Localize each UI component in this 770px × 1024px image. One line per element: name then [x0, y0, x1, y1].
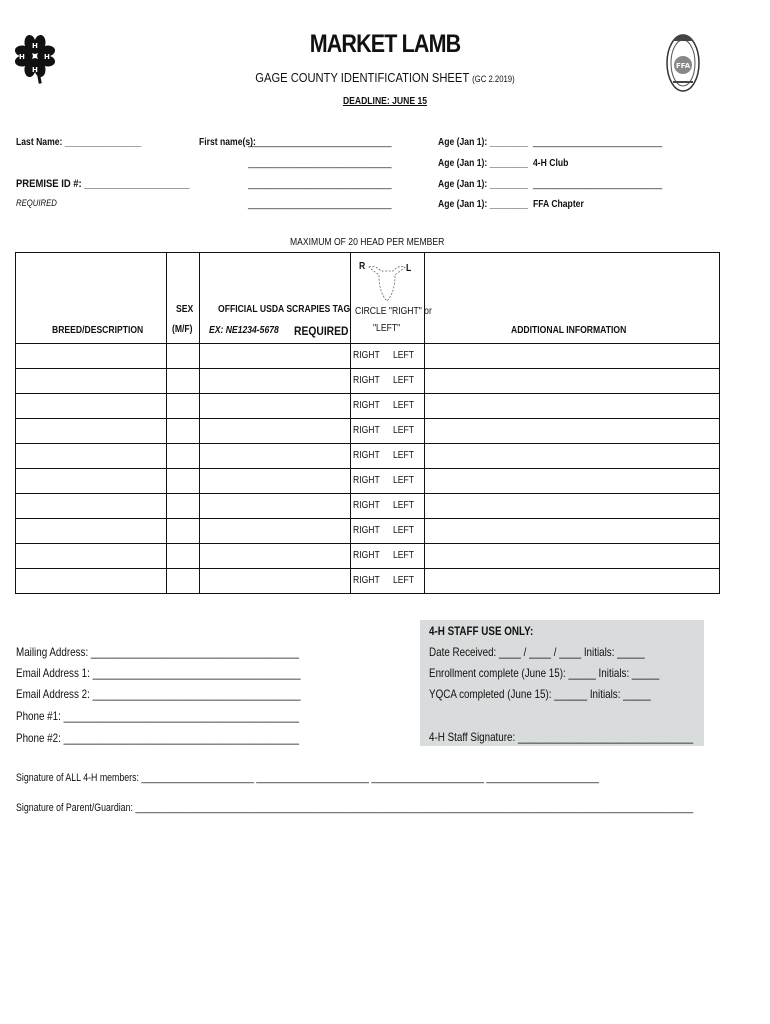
- age-field-4[interactable]: Age (Jan 1): ________: [438, 199, 528, 210]
- header-tag-required: REQUIRED: [294, 324, 349, 338]
- table-row: [16, 544, 720, 569]
- right-option[interactable]: RIGHT: [353, 375, 380, 386]
- right-option[interactable]: RIGHT: [353, 525, 380, 536]
- header-sex-text-1: SEX: [176, 304, 194, 315]
- sex-cell[interactable]: [167, 344, 200, 369]
- table-row: [16, 519, 720, 544]
- info-cell[interactable]: [425, 444, 720, 469]
- left-option[interactable]: LEFT: [393, 550, 415, 561]
- tag-cell[interactable]: [200, 419, 351, 444]
- header-tag: [200, 253, 351, 344]
- left-option[interactable]: LEFT: [393, 475, 415, 486]
- tag-cell[interactable]: [200, 494, 351, 519]
- tag-cell[interactable]: [200, 569, 351, 594]
- breed-cell[interactable]: [16, 444, 167, 469]
- header-sex: [167, 253, 200, 344]
- info-cell[interactable]: [425, 344, 720, 369]
- ear-cell[interactable]: [351, 344, 425, 369]
- sex-cell[interactable]: [167, 494, 200, 519]
- info-cell[interactable]: [425, 369, 720, 394]
- info-cell[interactable]: [425, 569, 720, 594]
- premise-id-field[interactable]: PREMISE ID #: ____________________: [16, 178, 190, 190]
- header-tag-text: OFFICIAL USDA SCRAPIES TAG: [218, 304, 351, 315]
- table-row: [16, 419, 720, 444]
- sheep-head-icon: [367, 261, 407, 306]
- info-cell[interactable]: [425, 394, 720, 419]
- breed-cell[interactable]: [16, 494, 167, 519]
- sex-cell[interactable]: [167, 469, 200, 494]
- ear-cell[interactable]: [351, 369, 425, 394]
- ffa-chapter-line[interactable]: ___________________________: [533, 179, 663, 190]
- table-row: [16, 394, 720, 419]
- phone-2-field[interactable]: Phone #2: ___________________________________________: [16, 731, 299, 745]
- staff-heading: 4-H STAFF USE ONLY:: [429, 624, 534, 638]
- subtitle-text: GAGE COUNTY IDENTIFICATION SHEET: [255, 70, 469, 85]
- last-name-field[interactable]: Last Name: ________________: [16, 137, 142, 148]
- table-row: [16, 344, 720, 369]
- breed-cell[interactable]: [16, 394, 167, 419]
- table-row: [16, 469, 720, 494]
- info-cell[interactable]: [425, 544, 720, 569]
- first-name-line-4[interactable]: ______________________________: [248, 199, 392, 210]
- svg-text:H: H: [19, 53, 25, 61]
- tag-cell[interactable]: [200, 544, 351, 569]
- right-option[interactable]: RIGHT: [353, 575, 380, 586]
- tag-cell[interactable]: [200, 344, 351, 369]
- table-row: [16, 569, 720, 594]
- left-option[interactable]: LEFT: [393, 425, 415, 436]
- right-option[interactable]: RIGHT: [353, 350, 380, 361]
- header-ear-r: R: [359, 261, 366, 272]
- right-option[interactable]: RIGHT: [353, 450, 380, 461]
- ear-cell[interactable]: [351, 494, 425, 519]
- club-label: 4-H Club: [533, 158, 569, 169]
- right-option[interactable]: RIGHT: [353, 425, 380, 436]
- ear-cell[interactable]: [351, 394, 425, 419]
- email-address-2-field[interactable]: Email Address 2: ______________________________________: [16, 687, 301, 701]
- breed-cell[interactable]: [16, 369, 167, 394]
- table-row: [16, 444, 720, 469]
- left-option[interactable]: LEFT: [393, 450, 415, 461]
- animal-table: [15, 252, 720, 594]
- info-cell[interactable]: [425, 469, 720, 494]
- staff-enrollment[interactable]: Enrollment complete (June 15): _____ Initials: _____: [429, 666, 660, 680]
- staff-signature[interactable]: 4-H Staff Signature: ________________________________: [429, 730, 694, 744]
- left-option[interactable]: LEFT: [393, 375, 415, 386]
- sex-cell[interactable]: [167, 569, 200, 594]
- first-names-label: First name(s):: [199, 137, 256, 148]
- right-option[interactable]: RIGHT: [353, 475, 380, 486]
- mailing-address-field[interactable]: Mailing Address: ______________________________________: [16, 645, 299, 659]
- left-option[interactable]: LEFT: [393, 525, 415, 536]
- staff-date-received[interactable]: Date Received: ____ / ____ / ____ Initials: _____: [429, 645, 645, 659]
- breed-cell[interactable]: [16, 469, 167, 494]
- email-address-1-field[interactable]: Email Address 1: ______________________________________: [16, 666, 301, 680]
- first-name-line-2[interactable]: ______________________________: [248, 158, 392, 169]
- svg-text:H: H: [44, 53, 50, 61]
- first-name-line-1[interactable]: ______________________________: [248, 137, 392, 148]
- left-option[interactable]: LEFT: [393, 500, 415, 511]
- staff-yqca[interactable]: YQCA completed (June 15): ______ Initials: _____: [429, 687, 651, 701]
- header-breed-text: BREED/DESCRIPTION: [52, 325, 144, 336]
- info-cell[interactable]: [425, 494, 720, 519]
- sex-cell[interactable]: [167, 544, 200, 569]
- sex-cell[interactable]: [167, 444, 200, 469]
- sex-cell[interactable]: [167, 394, 200, 419]
- tag-cell[interactable]: [200, 369, 351, 394]
- club-line-top[interactable]: ___________________________: [533, 137, 663, 148]
- header-info: [425, 253, 720, 344]
- sex-cell[interactable]: [167, 519, 200, 544]
- form-title: MARKET LAMB: [309, 30, 461, 58]
- tag-cell[interactable]: [200, 469, 351, 494]
- tag-cell[interactable]: [200, 394, 351, 419]
- 4h-clover-logo: [14, 28, 56, 84]
- table-row: [16, 369, 720, 394]
- breed-cell[interactable]: [16, 519, 167, 544]
- header-circle-text-1: CIRCLE "RIGHT" or: [355, 306, 432, 317]
- header-sex-text-2: (M/F): [172, 324, 193, 335]
- header-ear: [351, 253, 432, 344]
- parent-signature-field[interactable]: Signature of Parent/Guardian: __________________________________________________________________________________________________________________: [16, 802, 694, 814]
- table-header-row: [16, 253, 720, 344]
- header-breed: [16, 253, 167, 344]
- ear-cell[interactable]: [351, 444, 425, 469]
- sex-cell[interactable]: [167, 419, 200, 444]
- subtitle-code: (GC 2.2019): [472, 74, 515, 84]
- right-option[interactable]: RIGHT: [353, 400, 380, 411]
- right-option[interactable]: RIGHT: [353, 500, 380, 511]
- header-tag-example: EX: NE1234-5678: [209, 325, 279, 336]
- deadline-note: DEADLINE: JUNE 15: [342, 96, 428, 107]
- ffa-chapter-label: FFA Chapter: [533, 199, 584, 210]
- age-field-2[interactable]: Age (Jan 1): ________: [438, 158, 528, 169]
- form-subtitle: [54, 70, 716, 85]
- member-signatures-field[interactable]: Signature of ALL 4-H members: _______________________ _______________________ _______________________ _______________________: [16, 772, 599, 784]
- required-note: REQUIRED: [16, 198, 57, 208]
- max-head-caption: MAXIMUM OF 20 HEAD PER MEMBER: [290, 237, 445, 248]
- age-field-1[interactable]: Age (Jan 1): ________: [438, 137, 528, 148]
- ear-cell[interactable]: [351, 469, 425, 494]
- svg-text:H: H: [32, 42, 38, 50]
- breed-cell[interactable]: [16, 569, 167, 594]
- left-option[interactable]: LEFT: [393, 400, 415, 411]
- tag-cell[interactable]: [200, 519, 351, 544]
- age-field-3[interactable]: Age (Jan 1): ________: [438, 179, 528, 190]
- info-cell[interactable]: [425, 419, 720, 444]
- ear-cell[interactable]: [351, 519, 425, 544]
- breed-cell[interactable]: [16, 419, 167, 444]
- table-row: [16, 494, 720, 519]
- info-cell[interactable]: [425, 519, 720, 544]
- staff-use-box: [420, 620, 704, 746]
- sex-cell[interactable]: [167, 369, 200, 394]
- svg-text:H: H: [32, 66, 38, 74]
- left-option[interactable]: LEFT: [393, 350, 415, 361]
- breed-cell[interactable]: [16, 344, 167, 369]
- header-circle-text-2: "LEFT": [373, 323, 401, 334]
- phone-1-field[interactable]: Phone #1: ___________________________________________: [16, 709, 299, 723]
- ffa-emblem-text: FFA: [676, 62, 691, 70]
- left-option[interactable]: LEFT: [393, 575, 415, 586]
- header-info-text: ADDITIONAL INFORMATION: [511, 325, 627, 336]
- right-option[interactable]: RIGHT: [353, 550, 380, 561]
- tag-cell[interactable]: [200, 444, 351, 469]
- ear-cell[interactable]: [351, 544, 425, 569]
- header-ear-l: L: [406, 263, 412, 274]
- ear-cell[interactable]: [351, 569, 425, 594]
- first-name-line-3[interactable]: ______________________________: [248, 179, 392, 190]
- ear-cell[interactable]: [351, 419, 425, 444]
- breed-cell[interactable]: [16, 544, 167, 569]
